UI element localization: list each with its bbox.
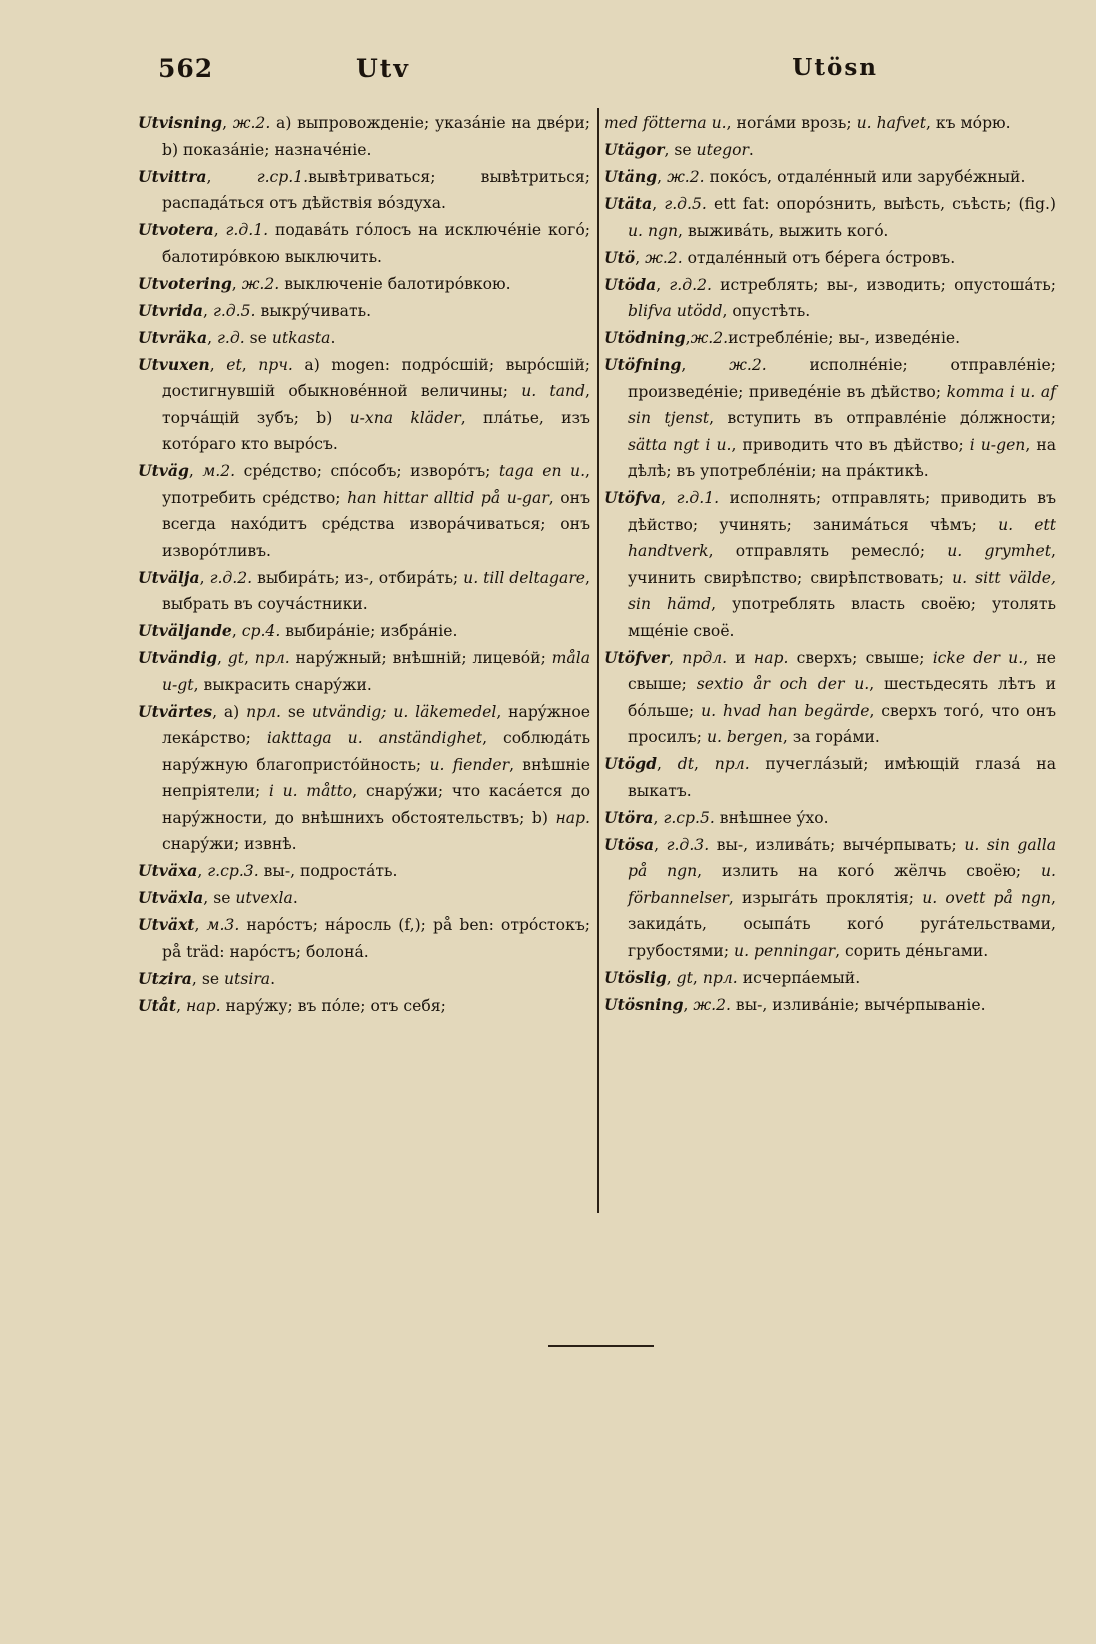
definition-text: , вступить въ отправлéніе дóлжности;	[709, 409, 1056, 427]
left-guide-word: Utv	[356, 54, 410, 83]
definition-text: , не свыше;	[628, 648, 1056, 693]
definition-text: выкрýчивать.	[255, 301, 372, 320]
definition-text: .	[748, 141, 754, 159]
definition-text: нарýжу; въ пóле; отъ себя;	[220, 996, 446, 1015]
headword: Utväxla	[138, 888, 204, 907]
swedish-example: u. ngn	[628, 221, 679, 240]
dictionary-entry	[604, 485, 1056, 644]
headword: Utöslig	[604, 967, 667, 987]
definition-text: ,	[669, 648, 683, 667]
definition-text: выбирáть; из-, отбирáть;	[252, 568, 464, 587]
definition-text: ,	[681, 356, 730, 374]
definition-text: ,	[653, 808, 664, 827]
swedish-example: dt	[677, 755, 694, 773]
grammar-label: ж.2.	[645, 248, 683, 267]
definition-text: ,	[241, 355, 259, 374]
swedish-example: u. hafvet	[856, 114, 927, 132]
grammar-label: г.д.5.	[212, 301, 256, 320]
grammar-label: ж.2.	[232, 114, 271, 132]
definition-text: , за горáми.	[782, 728, 880, 746]
grammar-label: г.ср.1.	[256, 167, 309, 186]
headword: Utväljande	[138, 621, 232, 640]
dictionary-entry	[138, 271, 590, 298]
definition-text: , онъ всегда нахóдитъ срéдства изворáчиваться; онъ изворóтливъ.	[162, 488, 590, 560]
dictionary-entry	[604, 832, 1056, 965]
dictionary-entry	[604, 325, 1056, 352]
swedish-example: sextio år och der u.	[696, 675, 870, 693]
right-guide-word: Utösn	[792, 54, 878, 81]
swedish-example: u. sitt välde, sin hämd	[628, 568, 1056, 613]
swedish-example: u-xna kläder	[349, 408, 461, 427]
definition-text: выключеніе балотирóвкою.	[279, 274, 511, 293]
definition-text: ,	[206, 167, 257, 186]
dictionary-entry	[138, 858, 590, 885]
swedish-example: u. ett handtverk	[628, 515, 1056, 560]
swedish-example: u. fiender	[429, 755, 510, 774]
grammar-label: г.д.5.	[664, 195, 707, 213]
headword: Utvuxen	[138, 354, 210, 374]
definition-text: , выкрасить снарýжи.	[193, 675, 372, 694]
grammar-label: прдл.	[682, 648, 728, 667]
grammar-label: прл.	[714, 755, 750, 773]
definition-text: se	[281, 702, 312, 721]
definition-text: ett fat: опорóзнить, выѣсть, съѣсть; (fig.)	[706, 195, 1056, 213]
definition-text: .	[330, 328, 336, 347]
definition-text: и	[727, 648, 754, 667]
dictionary-entry	[604, 137, 1056, 164]
definition-text: ,	[654, 835, 667, 854]
definition-text: вы-, изливáніе; вычéрпываніе.	[730, 995, 986, 1014]
dictionary-entry	[604, 645, 1056, 751]
headword: Utö	[604, 247, 636, 267]
headword: Utägor	[604, 140, 665, 159]
definition-text: выбирáніе; избрáніе.	[280, 622, 458, 640]
definition-text: ,	[231, 622, 242, 640]
definition-text: , внѣшніе непріятели;	[162, 755, 590, 800]
grammar-label: нар.	[555, 808, 590, 827]
swedish-example: gt	[227, 649, 245, 667]
headword: Utögd	[604, 754, 658, 773]
definition-text: , сверхъ тогó, что онъ просилъ;	[628, 701, 1056, 746]
definition-text: вы-, подростáть.	[258, 862, 398, 880]
swedish-example: icke der u.	[932, 648, 1024, 667]
definition-text: нарóстъ; нáросль (f,); på ben: отрóстокъ; på träd: нарóстъ; болонá.	[162, 916, 590, 961]
definition-text: , выбрать въ соучáстники.	[162, 568, 590, 613]
definition-text: , a)	[212, 702, 247, 721]
swedish-example: gt	[676, 968, 693, 987]
definition-text: исполнять; отправлять; приводить въ дѣйство; учинять; занимáться чѣмъ;	[628, 489, 1056, 534]
grammar-label: м.3.	[206, 916, 240, 934]
dictionary-entry	[138, 325, 590, 352]
definition-text: исчерпáемый.	[737, 968, 861, 987]
grammar-label: г.ср.5.	[663, 808, 715, 827]
definition-text: a) выпровожденіе; указáніе на двéри; b) показáніе; назначéніе.	[162, 114, 590, 159]
swedish-example: u. sin galla på ngn	[628, 835, 1056, 880]
definition-text: , se	[664, 141, 697, 159]
dictionary-entry	[138, 645, 590, 698]
definition-text: отдалéнный отъ бéрега óстровъ.	[682, 248, 956, 267]
dictionary-entry	[604, 992, 1056, 1019]
headword: Utzira	[138, 968, 192, 988]
definition-text: ,	[692, 968, 703, 987]
definition-text: ,	[244, 649, 255, 667]
definition-text: , изрыгáть проклятія;	[728, 888, 923, 907]
swedish-example: i u. måtto	[268, 782, 353, 800]
definition-text: , излить на когó жёлчь своёю;	[697, 862, 1041, 880]
right-column	[604, 110, 1056, 1019]
definition-text: , сорить дéньгами.	[835, 941, 989, 960]
dictionary-entry	[604, 245, 1056, 272]
definition-text: , se	[191, 969, 225, 988]
grammar-label: прл.	[254, 649, 290, 667]
grammar-label: г.д.3.	[666, 835, 710, 854]
dictionary-entry	[604, 751, 1056, 804]
headword: Utösning	[604, 994, 684, 1014]
definition-text: ,	[194, 916, 207, 934]
swedish-example: han hittar alltid på u-gar	[347, 488, 549, 507]
definition-text: вы-, изливáть; вычéрпывать;	[709, 835, 965, 854]
definition-text: , опустѣть.	[722, 302, 811, 320]
grammar-label: ж.2.	[241, 274, 280, 293]
definition-text: ,	[222, 114, 233, 132]
definition-text: , употреблять власть своёю; утолять мщéніе своё.	[628, 595, 1056, 640]
swedish-example: utvexla	[235, 889, 293, 907]
swedish-example: utkasta	[271, 328, 331, 347]
definition-text: ,	[231, 274, 242, 293]
definition-text: , торчáщій зубъ; b)	[162, 382, 590, 427]
dictionary-entry	[138, 110, 590, 163]
grammar-label: ж.2.	[693, 995, 731, 1014]
dictionary-entry	[138, 966, 590, 993]
dictionary-entry	[604, 191, 1056, 244]
dictionary-entry	[138, 164, 590, 217]
grammar-label: г.д.1.	[225, 221, 269, 239]
grammar-label: г.д.1.	[676, 489, 720, 507]
dictionary-entry	[604, 805, 1056, 832]
headword: Utäta	[604, 194, 653, 213]
headword: Utväg	[138, 461, 189, 480]
definition-text: , снарýжи; что касáется до нарýжности, до внѣшнихъ обстоятельствъ; b)	[162, 782, 591, 827]
definition-text: ,	[666, 968, 677, 987]
swedish-example: u. penningar	[734, 941, 836, 960]
dictionary-entry	[138, 298, 590, 325]
definition-text: ,	[207, 328, 218, 347]
dictionary-entry	[604, 272, 1056, 325]
definition-text: истреблéніе; вы-, изведéніе.	[728, 329, 961, 347]
definition-text: ,	[685, 329, 691, 347]
swedish-example: u. till deltagare	[463, 568, 586, 587]
swedish-example: utvändig; u. läkemedel	[311, 702, 497, 721]
headword: Utvräka	[138, 327, 208, 347]
definition-text: ,	[661, 489, 677, 507]
definition-text: покóсъ, отдалéнный или зарубéжный.	[704, 168, 1026, 186]
dictionary-entry	[604, 352, 1056, 485]
swedish-example: utegor	[696, 141, 749, 159]
definition-text: , плáтье, изъ котóраго кто вырóсъ.	[162, 408, 590, 453]
definition-text: , учинить свирѣпство; свирѣпствовать;	[628, 542, 1056, 587]
swedish-example: utsira	[224, 969, 271, 988]
dictionary-entry	[138, 885, 590, 912]
swedish-example: blifva utödd	[628, 302, 723, 320]
definition-text: пучеглáзый; имѣющій глазá на выкатъ.	[628, 755, 1056, 800]
definition-text: a) mogen: подрóсшій; вырóсшій; достигнувшій обыкновéнной величины;	[162, 355, 591, 400]
definition-text: сверхъ; свыше;	[788, 648, 933, 667]
grammar-label: м.2.	[202, 462, 236, 480]
grammar-label: нар.	[186, 996, 221, 1015]
headword: Utvälja	[138, 567, 200, 587]
swedish-example: u. hvad han begärde	[701, 701, 870, 720]
headword: Utvotera	[138, 220, 214, 239]
grammar-label: прл.	[702, 968, 738, 987]
definition-text: ,	[657, 755, 678, 773]
definition-text: срéдство; спóсобъ; изворóтъ;	[235, 462, 499, 480]
dictionary-entry	[604, 965, 1056, 992]
dictionary-entry	[138, 993, 590, 1020]
headword: Utvändig	[138, 648, 218, 667]
headword: Utvotering	[138, 273, 232, 293]
grammar-label: ж.2.	[667, 168, 705, 186]
headword: Utöfning	[604, 355, 682, 374]
swedish-example: i u-gen	[969, 435, 1026, 454]
dictionary-entry	[138, 458, 590, 564]
grammar-label: ср.4.	[241, 622, 281, 640]
grammar-label: нар.	[753, 648, 789, 667]
definition-text: ,	[217, 649, 228, 667]
grammar-label: г.д.2.	[669, 275, 712, 294]
definition-text: , нарýжное лекáрство;	[162, 702, 590, 747]
definition-text: , шестьдесять лѣтъ и бóльше;	[628, 675, 1056, 720]
definition-text: , употребить срéдство;	[162, 462, 591, 507]
definition-text: , ногáми врозь;	[726, 114, 857, 132]
dictionary-entry	[138, 699, 590, 858]
grammar-label: г.д.	[217, 328, 245, 347]
headword: Utöfva	[604, 488, 662, 507]
grammar-label: г.ср.3.	[207, 862, 259, 880]
headword: Utödning	[604, 328, 686, 347]
swedish-example: iakttaga u. anständighet	[266, 729, 483, 747]
definition-text: истреблять; вы-, изводить; опустошáть;	[711, 275, 1056, 294]
headword: Utvittra	[138, 166, 207, 186]
headword: Utåt	[138, 995, 177, 1015]
definition-text: ,	[652, 195, 665, 213]
swedish-example: med fötterna u.	[604, 114, 727, 132]
swedish-example: u. grymhet	[947, 542, 1052, 560]
swedish-example: u. bergen	[706, 728, 783, 746]
swedish-example: u. tand	[521, 382, 586, 400]
definition-text: вывѣтриваться; вывѣтриться; распадáться отъ дѣйствія вóздуха.	[162, 167, 590, 212]
grammar-label: ж.2.	[729, 356, 767, 374]
definition-text: исполнéніе; отправлéніе; произведéніе; приведéніе въ дѣйство;	[628, 356, 1056, 401]
definition-text: ,	[657, 168, 668, 186]
definition-text: ,	[176, 996, 187, 1015]
definition-text: ,	[188, 462, 203, 480]
headword: Utöda	[604, 274, 657, 294]
definition-text: ,	[683, 995, 694, 1014]
headword: Utvärtes	[138, 701, 213, 721]
dictionary-entry	[138, 912, 590, 965]
definition-text: ,	[213, 221, 226, 239]
definition-text: подавáть гóлосъ на исключéніе когó; балотирóвкою выключить.	[162, 221, 590, 266]
definition-text: , выживáть, выжить когó.	[678, 221, 889, 240]
grammar-label: прл.	[246, 702, 281, 721]
definition-text: ,	[635, 248, 646, 267]
swedish-example: et	[226, 355, 242, 374]
left-column	[138, 110, 590, 1020]
dictionary-entry	[138, 618, 590, 645]
definition-text: ,	[199, 568, 210, 587]
headword: Utväxt	[138, 915, 195, 934]
dictionary-entry	[604, 164, 1056, 191]
definition-text: ,	[694, 755, 715, 773]
swedish-example: u. förbannelser	[628, 862, 1056, 907]
page-number: 562	[158, 54, 214, 83]
definition-text: .	[270, 969, 276, 988]
dictionary-entry	[138, 352, 590, 458]
definition-text: .	[292, 889, 298, 907]
definition-text: ,	[656, 275, 670, 294]
dictionary-entry	[138, 217, 590, 270]
definition-text: ,	[203, 301, 213, 320]
definition-text: , соблюдáть нарýжную благопристóйность;	[162, 729, 590, 774]
headword: Utösa	[604, 834, 655, 854]
swedish-example: u. ovett på ngn	[922, 888, 1052, 907]
grammar-label: г.д.2.	[209, 568, 253, 587]
definition-text: внѣшнее ýхо.	[714, 808, 829, 827]
headword: Utöfver	[604, 647, 670, 667]
definition-text: se	[244, 328, 272, 347]
headword: Utväxa	[138, 861, 198, 880]
definition-text: ,	[197, 862, 208, 880]
grammar-label: ж.2.	[690, 329, 729, 347]
dictionary-entry	[604, 110, 1056, 137]
definition-text: ,	[209, 355, 227, 374]
definition-text: , отправлять ремеслó;	[708, 542, 948, 560]
headword: Utvrida	[138, 300, 204, 320]
dictionary-entry	[138, 565, 590, 618]
grammar-label: прч.	[258, 355, 293, 374]
column-divider	[597, 108, 599, 1213]
headword: Utäng	[604, 167, 658, 186]
definition-text: , закидáть, осыпáть когó ругáтельствами, грубостями;	[628, 888, 1056, 960]
definition-text: , къ мóрю.	[926, 114, 1011, 132]
definition-text: , на дѣлѣ; въ употреблéніи; на прáктикѣ.	[628, 435, 1057, 480]
definition-text: снарýжи; извнѣ.	[162, 835, 297, 853]
end-rule	[548, 1345, 654, 1347]
swedish-example: taga en u.	[498, 462, 586, 480]
headword: Utvisning	[138, 113, 223, 132]
definition-text: , приводить что въ дѣйство;	[731, 435, 970, 454]
swedish-example: komma i u. af sin tjenst	[628, 382, 1056, 427]
swedish-example: sätta ngt i u.	[628, 435, 732, 454]
swedish-example: måla u-gt	[162, 649, 590, 694]
headword: Utöra	[604, 807, 654, 827]
definition-text: нарýжный; внѣшній; лицевóй;	[289, 649, 552, 667]
definition-text: , se	[203, 889, 236, 907]
